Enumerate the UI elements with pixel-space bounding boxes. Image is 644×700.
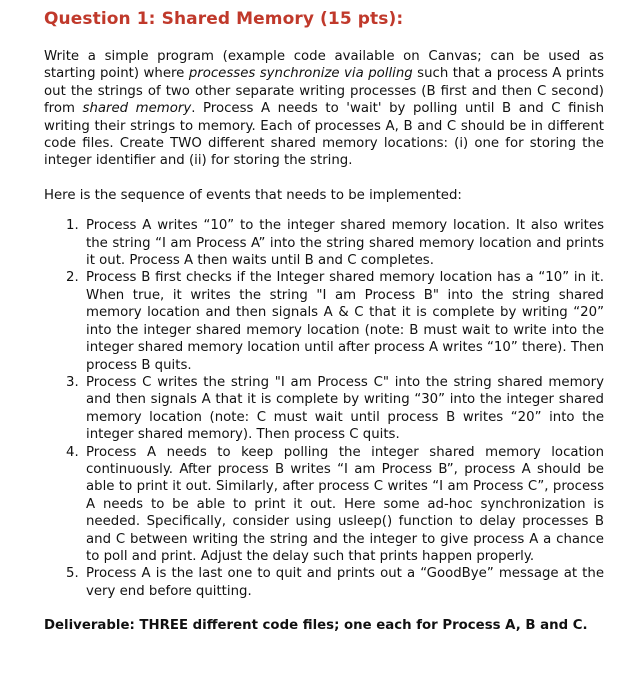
step-number: 5.: [66, 566, 79, 582]
sequence-intro: Here is the sequence of events that needs to be implemented:: [44, 187, 462, 203]
step-number: 4.: [66, 444, 79, 460]
deliverable-statement: Deliverable: THREE different code files; one each for Process A, B and C.: [44, 618, 588, 634]
step-number: 1.: [66, 218, 79, 234]
step-item-5: [44, 565, 604, 600]
intro-text-part3: . Process A needs to 'wait' by polling until B and C finish writing their strings to memory. Each of processes A, B and C should be in different code files. Create TWO different shared memory locations: (i) one for storing the integer identifier and (ii) for storing the string.: [44, 101, 604, 169]
intro-paragraph: [44, 48, 604, 170]
intro-text-part2: such that a process A prints out the strings of two other separate writing processes (B first and then C second) from: [44, 66, 605, 117]
step-number: 3.: [66, 374, 79, 390]
step-item-2: [44, 269, 604, 373]
step-text: Process A writes “10” to the integer shared memory location. It also writes the string “I am Process A” into the string shared memory location and prints it out. Process A then waits until B and C completes.: [86, 218, 604, 269]
step-text: Process A needs to keep polling the integer shared memory location continuously. After process B writes “I am Process B”, process A should be able to print it out. Similarly, after process C writes “I am Process C”, process A needs to be able to print it out. Here some ad-hoc synchronization is needed. Specifically, consider using usleep() function to delay processes B and C between writing the string and the integer to give process A a chance to poll and print. Adjust the delay such that prints happen properly.: [86, 444, 604, 564]
step-item-3: [44, 374, 604, 444]
intro-text-part1: Write a simple program (example code available on Canvas; can be used as starting point) where: [44, 49, 604, 82]
intro-emphasis-polling: processes synchronize via polling: [188, 66, 413, 82]
step-text: Process C writes the string "I am Process C" into the string shared memory and then signals A that it is complete by writing “30” into the integer shared memory location (note: C must wait until process B writes “20” into the integer shared memory). Then process C quits.: [86, 374, 604, 443]
step-item-1: [44, 217, 604, 269]
step-text: Process A is the last one to quit and prints out a “GoodBye” message at the very end before quitting.: [86, 566, 604, 599]
step-text: Process B first checks if the Integer shared memory location has a “10” in it. When true, it writes the string "I am Process B" into the string shared memory location and then signals A & C that it is complete by writing “20” into the integer shared memory location (note: B must wait to write into the integer shared memory location until after process A writes “10” there). Then process B quits.: [86, 270, 604, 373]
question-title: Question 1: Shared Memory (15 pts):: [44, 9, 404, 29]
step-item-4: [44, 444, 604, 566]
document-page: [44, 8, 604, 648]
step-number: 2.: [66, 270, 79, 286]
intro-emphasis-shared-memory: shared memory: [82, 101, 192, 117]
steps-list: [44, 217, 604, 600]
